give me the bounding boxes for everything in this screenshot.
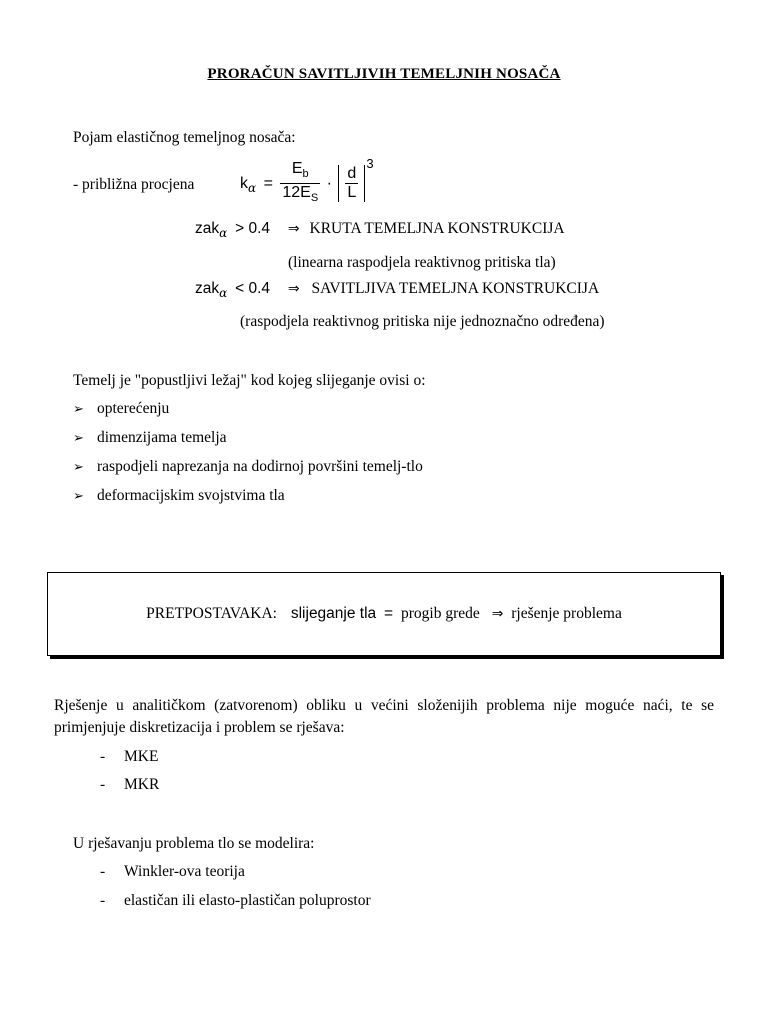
case-flexible-note: (raspodjela reaktivnog pritiska nije jednoznačno određena) — [240, 313, 605, 330]
formula-equals: = — [263, 174, 273, 192]
formula-exponent: 3 — [366, 155, 374, 171]
assumption-label: PRETPOSTAVAKA: — [146, 605, 277, 622]
case-flexible-result: SAVITLJIVA TEMELJNA KONSTRUKCIJA — [311, 280, 600, 297]
list-item-text: elastičan ili elasto-plastičan poluprostor — [124, 892, 371, 909]
case-rigid-note: (linearna raspodjela reaktivnog pritiska tla) — [288, 254, 556, 271]
section-heading-soil-model: U rješavanju problema tlo se modelira: — [73, 835, 315, 852]
list-item-text: Winkler-ova teorija — [124, 863, 245, 880]
arrow-bullet-icon: ➢ — [73, 460, 84, 475]
section-heading-settlement: Temelj je "popustljivi ležaj" kod kojeg slijeganje ovisi o: — [73, 372, 426, 389]
estimate-label: - približna procjena — [73, 176, 195, 193]
analytic-solution-paragraph: Rješenje u analitičkom (zatvorenom) obliku u većini složenijih problema nije moguće naći, te se primjenjuje diskretizacija i problem se rješava: — [54, 697, 714, 736]
k-alpha-formula — [240, 155, 374, 207]
case-flexible-prefix: zak — [195, 280, 220, 297]
list-item — [73, 400, 169, 418]
dash-bullet: - — [100, 892, 106, 909]
case-rigid-result: KRUTA TEMELJNA KONSTRUKCIJA — [309, 220, 565, 237]
formula-k: k — [240, 174, 248, 192]
formula-inner-den: L — [347, 184, 357, 202]
assumption-box — [47, 572, 721, 656]
case-rigid — [195, 220, 565, 238]
list-item — [100, 892, 371, 910]
case-flexible-relation: < 0.4 — [235, 280, 271, 297]
list-item — [73, 487, 285, 505]
formula-inner-fraction — [345, 165, 358, 202]
formula-inner-num: d — [347, 165, 357, 183]
dash-bullet: - — [100, 776, 106, 793]
arrow-bullet-icon: ➢ — [73, 402, 84, 417]
formula-bracket — [338, 165, 365, 202]
assumption-text3: rješenje problema — [511, 605, 622, 622]
assumption-equals: = — [384, 605, 394, 622]
list-item — [73, 429, 227, 447]
assumption-text2: progib grede — [400, 605, 480, 622]
list-item — [100, 863, 245, 881]
arrow-bullet-icon: ➢ — [73, 431, 84, 446]
formula-dot: · — [326, 174, 332, 192]
dash-bullet: - — [100, 748, 106, 765]
list-item-text: raspodjeli naprezanja na dodirnoj površini temelj-tlo — [97, 458, 423, 475]
implies-arrow-icon: ⇒ — [287, 281, 300, 297]
case-flexible-alpha: α — [219, 286, 228, 300]
section-heading-elastic-beam: Pojam elastičnog temeljnog nosača: — [73, 129, 296, 146]
arrow-bullet-icon: ➢ — [73, 489, 84, 504]
case-rigid-prefix: zak — [195, 220, 220, 237]
list-item-text: opterećenju — [97, 400, 170, 417]
list-item — [73, 458, 423, 476]
case-rigid-alpha: α — [219, 226, 228, 240]
case-rigid-relation: > 0.4 — [235, 220, 271, 237]
assumption-text — [48, 605, 720, 623]
list-item-text: MKR — [124, 776, 160, 793]
list-item — [100, 776, 159, 794]
formula-alpha: α — [248, 180, 257, 195]
formula-denominator: $12E_S$ — [282, 184, 319, 205]
list-item-text: MKE — [124, 748, 159, 765]
list-item-text: deformacijskim svojstvima tla — [97, 487, 285, 504]
dash-bullet: - — [100, 863, 106, 880]
formula-numerator: $E_b$ — [280, 160, 320, 184]
implies-arrow-icon: ⇒ — [287, 221, 300, 237]
formula-fraction — [280, 160, 320, 207]
list-item — [100, 748, 158, 766]
assumption-text1: slijeganje tla — [290, 605, 377, 622]
implies-arrow-icon: ⇒ — [491, 606, 504, 622]
page-title: PRORAČUN SAVITLJIVIH TEMELJNIH NOSAČA — [207, 66, 561, 82]
case-flexible — [195, 280, 599, 298]
list-item-text: dimenzijama temelja — [97, 429, 227, 446]
